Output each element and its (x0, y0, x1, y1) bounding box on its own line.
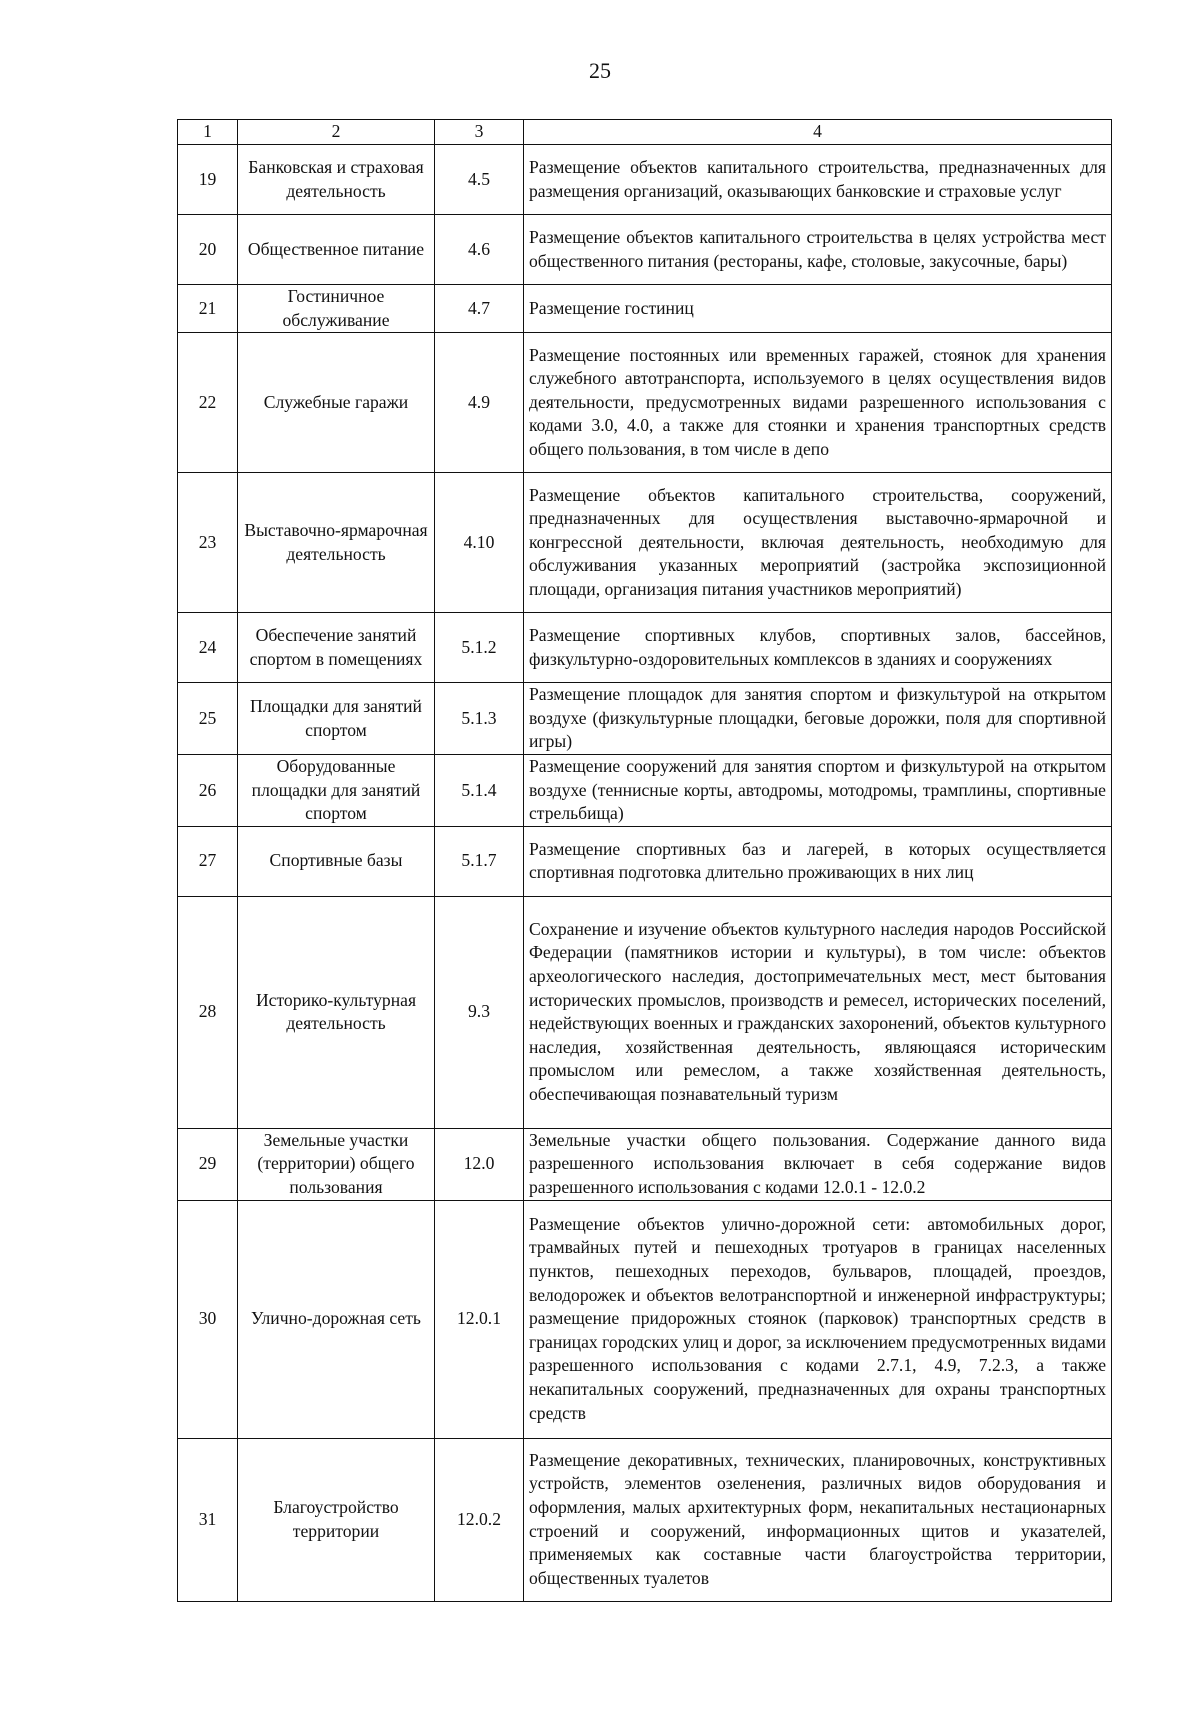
land-use-name-cell: Площадки для занятий спортом (238, 683, 435, 755)
land-use-name-cell: Служебные гаражи (238, 333, 435, 473)
land-use-code-cell: 5.1.7 (435, 826, 524, 896)
land-use-name-cell: Оборудованные площадки для занятий спортом (238, 754, 435, 826)
land-use-description-cell: Размещение спортивных баз и лагерей, в которых осуществляется спортивная подготовка длительно проживающих в них лиц (524, 826, 1112, 896)
table-row (178, 896, 1112, 1128)
land-use-description-cell: Размещение декоративных, технических, планировочных, конструктивных устройств, элементов озеленения, различных видов оборудования и оформления, малых архитектурных форм, некапитальных нестационарных строений и сооружений, информационных щитов и указателей, применяемых как составные части благоустройства территории, общественных туалетов (524, 1438, 1112, 1601)
land-use-code-cell: 12.0 (435, 1128, 524, 1200)
table-row (178, 754, 1112, 826)
land-use-code-cell: 4.10 (435, 473, 524, 613)
land-use-code-cell: 12.0.1 (435, 1200, 524, 1438)
land-use-description-cell: Земельные участки общего пользования. Содержание данного вида разрешенного использования включает в себя содержание видов разрешенного использования с кодами 12.0.1 - 12.0.2 (524, 1128, 1112, 1200)
header-cell-name: 2 (238, 120, 435, 145)
row-number-cell: 29 (178, 1128, 238, 1200)
row-number-cell: 23 (178, 473, 238, 613)
table-header-row (178, 120, 1112, 145)
land-use-name-cell: Историко-культурная деятельность (238, 896, 435, 1128)
land-use-code-cell: 4.7 (435, 285, 524, 333)
land-use-code-cell: 5.1.2 (435, 613, 524, 683)
land-use-description-cell: Размещение объектов капитального строительства, предназначенных для размещения организаций, оказывающих банковские и страховые услуг (524, 145, 1112, 215)
table-row (178, 473, 1112, 613)
table-row (178, 145, 1112, 215)
land-use-description-cell: Размещение гостиниц (524, 285, 1112, 333)
row-number-cell: 20 (178, 215, 238, 285)
row-number-cell: 26 (178, 754, 238, 826)
row-number-cell: 24 (178, 613, 238, 683)
land-use-code-cell: 4.5 (435, 145, 524, 215)
row-number-cell: 22 (178, 333, 238, 473)
table-row (178, 683, 1112, 755)
land-use-code-cell: 9.3 (435, 896, 524, 1128)
land-use-description-cell: Размещение площадок для занятия спортом и физкультурой на открытом воздухе (физкультурные площадки, беговые дорожки, поля для спортивной игры) (524, 683, 1112, 755)
land-use-name-cell: Улично-дорожная сеть (238, 1200, 435, 1438)
table-row (178, 1128, 1112, 1200)
row-number-cell: 30 (178, 1200, 238, 1438)
land-use-name-cell: Земельные участки (территории) общего пользования (238, 1128, 435, 1200)
land-use-name-cell: Спортивные базы (238, 826, 435, 896)
header-cell-number: 1 (178, 120, 238, 145)
table-row (178, 1200, 1112, 1438)
land-use-description-cell: Размещение объектов капитального строительства, сооружений, предназначенных для осуществления выставочно-ярмарочной и конгрессной деятельности, включая деятельность, необходимую для обслуживания указанных мероприятий (застройка экспозиционной площади, организация питания участников мероприятий) (524, 473, 1112, 613)
land-use-table (177, 119, 1112, 1602)
land-use-code-cell: 12.0.2 (435, 1438, 524, 1601)
table-row (178, 333, 1112, 473)
row-number-cell: 28 (178, 896, 238, 1128)
land-use-name-cell: Выставочно-ярмарочная деятельность (238, 473, 435, 613)
land-use-name-cell: Благоустройство территории (238, 1438, 435, 1601)
land-use-code-cell: 4.9 (435, 333, 524, 473)
land-use-name-cell: Обеспечение занятий спортом в помещениях (238, 613, 435, 683)
land-use-code-cell: 5.1.4 (435, 754, 524, 826)
land-use-description-cell: Сохранение и изучение объектов культурного наследия народов Российской Федерации (памятников истории и культуры), в том числе: объектов археологического наследия, достопримечательных мест, мест бытования исторических промыслов, производств и ремесел, исторических поселений, недействующих военных и гражданских захоронений, объектов культурного наследия, хозяйственная деятельность, являющаяся историческим промыслом или ремеслом, а также хозяйственная деятельность, обеспечивающая познавательный туризм (524, 896, 1112, 1128)
table-row (178, 826, 1112, 896)
land-use-description-cell: Размещение объектов капитального строительства в целях устройства мест общественного питания (рестораны, кафе, столовые, закусочные, бары) (524, 215, 1112, 285)
page-number: 25 (589, 58, 611, 83)
table-row (178, 1438, 1112, 1601)
land-use-name-cell: Гостиничное обслуживание (238, 285, 435, 333)
land-use-code-cell: 4.6 (435, 215, 524, 285)
row-number-cell: 19 (178, 145, 238, 215)
land-use-name-cell: Общественное питание (238, 215, 435, 285)
row-number-cell: 27 (178, 826, 238, 896)
land-use-description-cell: Размещение спортивных клубов, спортивных залов, бассейнов, физкультурно-оздоровительных комплексов в зданиях и сооружениях (524, 613, 1112, 683)
header-cell-description: 4 (524, 120, 1112, 145)
land-use-name-cell: Банковская и страховая деятельность (238, 145, 435, 215)
row-number-cell: 21 (178, 285, 238, 333)
row-number-cell: 25 (178, 683, 238, 755)
land-use-description-cell: Размещение сооружений для занятия спортом и физкультурой на открытом воздухе (теннисные корты, автодромы, мотодромы, трамплины, спортивные стрельбища) (524, 754, 1112, 826)
table-row (178, 613, 1112, 683)
header-cell-code: 3 (435, 120, 524, 145)
row-number-cell: 31 (178, 1438, 238, 1601)
table-row (178, 285, 1112, 333)
land-use-description-cell: Размещение объектов улично-дорожной сети: автомобильных дорог, трамвайных путей и пешеходных тротуаров в границах населенных пунктов, пешеходных переходов, бульваров, площадей, проездов, велодорожек и объектов велотранспортной и инженерной инфраструктуры; размещение придорожных стоянок (парковок) транспортных средств в границах городских улиц и дорог, за исключением предусмотренных видами разрешенного использования с кодами 2.7.1, 4.9, 7.2.3, а также некапитальных сооружений, предназначенных для охраны транспортных средств (524, 1200, 1112, 1438)
table-row (178, 215, 1112, 285)
land-use-description-cell: Размещение постоянных или временных гаражей, стоянок для хранения служебного автотранспорта, используемого в целях осуществления видов деятельности, предусмотренных видами разрешенного использования с кодами 3.0, 4.0, а также для стоянки и хранения транспортных средств общего пользования, в том числе в депо (524, 333, 1112, 473)
land-use-code-cell: 5.1.3 (435, 683, 524, 755)
